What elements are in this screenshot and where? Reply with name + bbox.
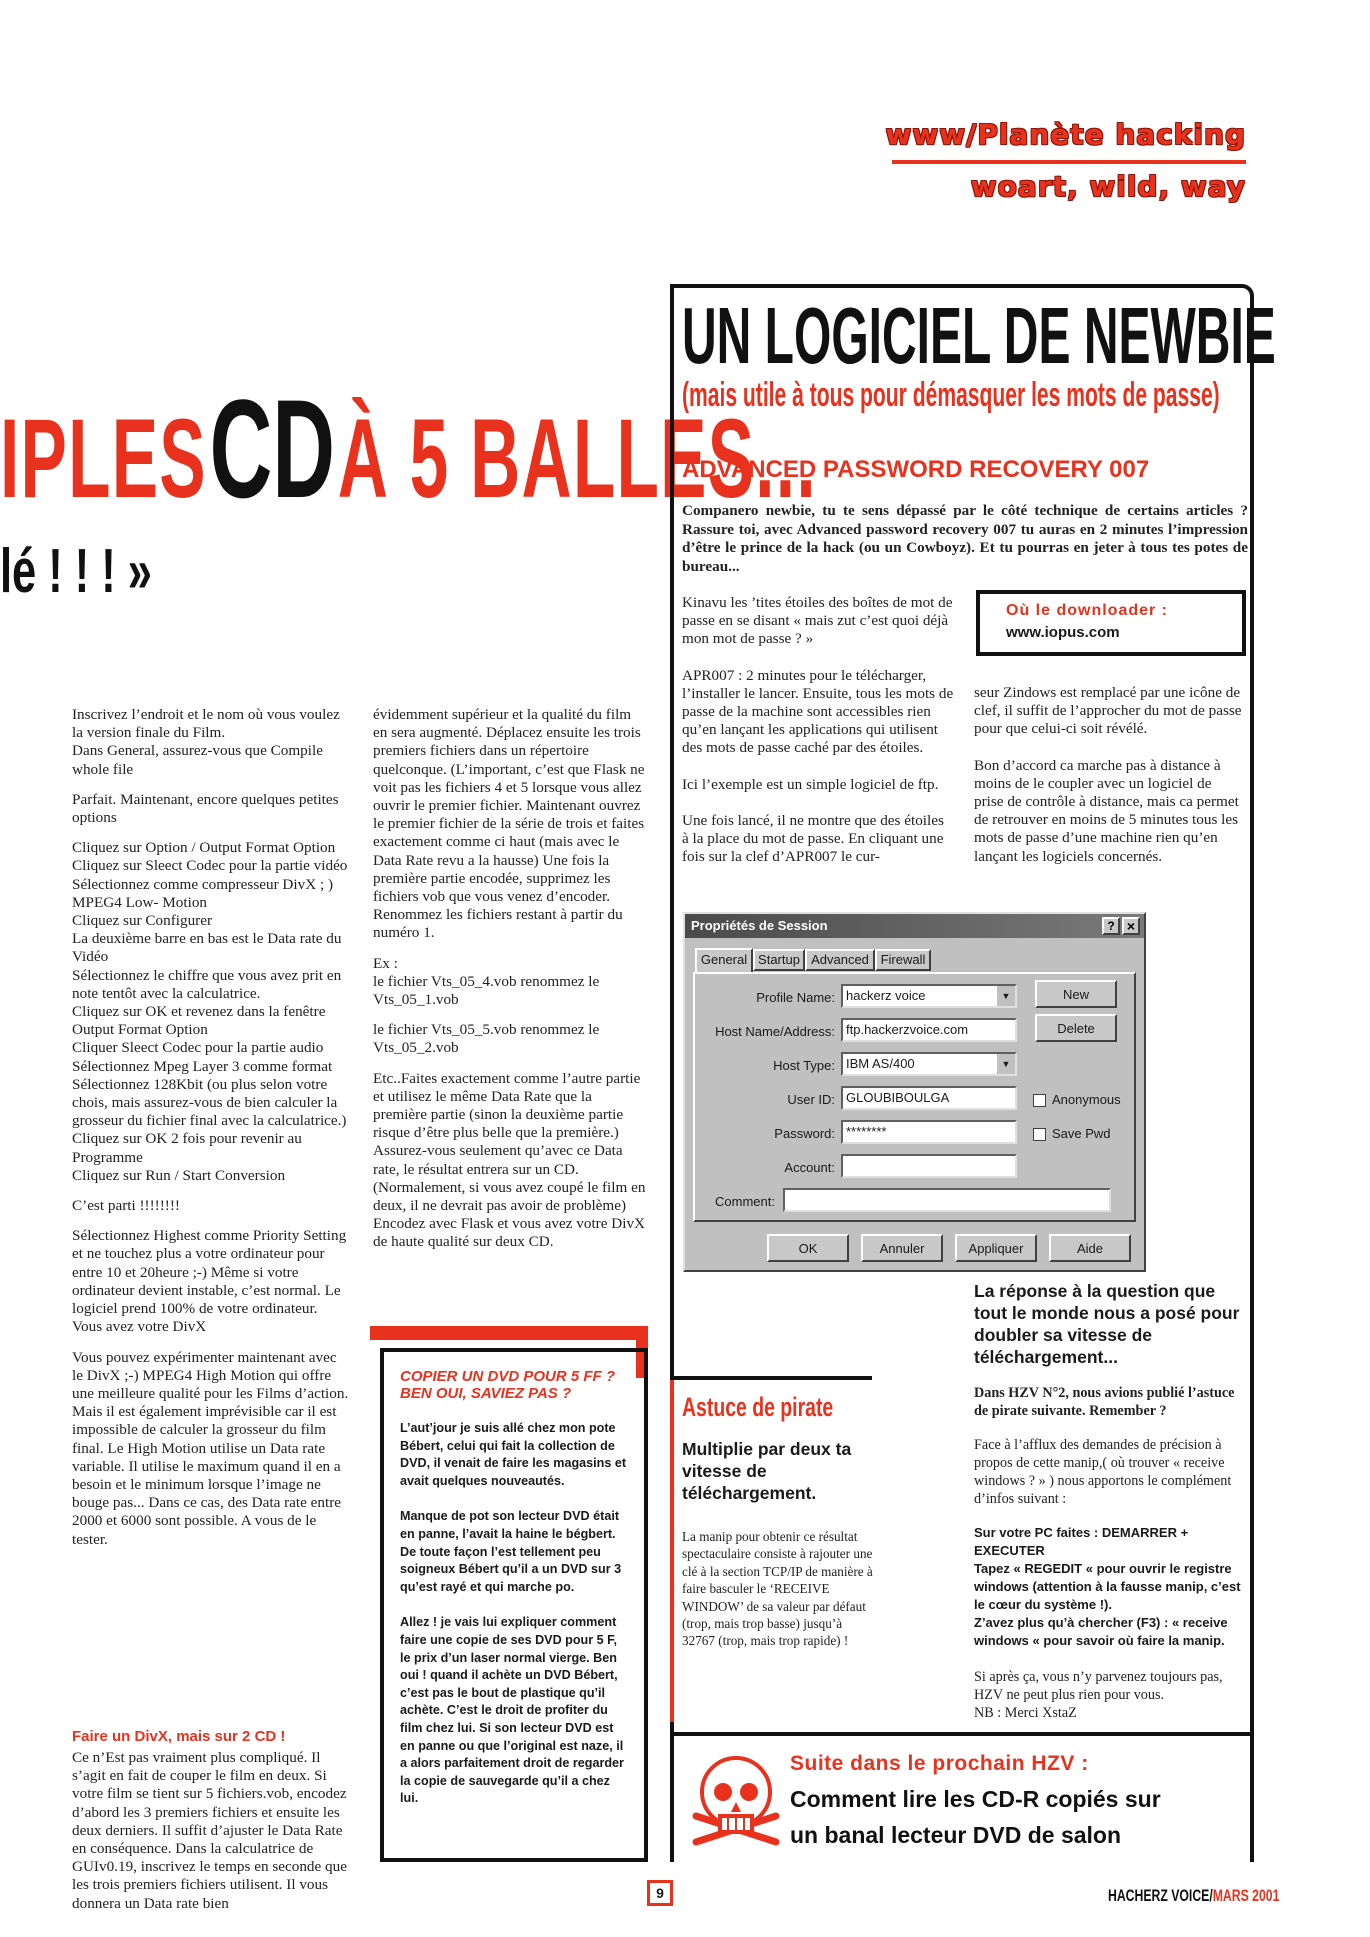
reponse-paragraph: Face à l’afflux des demandes de précision à propos de cette manip,( où trouver « receive windows ? » ) nous apportons le complément d’infos suivant :: [974, 1437, 1232, 1507]
tab-firewall[interactable]: Firewall: [875, 949, 931, 971]
download-url[interactable]: www.iopus.com: [1006, 624, 1120, 641]
newbie-paragraph: Kinavu les ’tites étoiles des boîtes de mot de passe en se disant « mais zut c’est quoi déjà mon mot de passe ? »: [682, 594, 953, 648]
astuce-subheading: Multiplie par deux ta vitesse de téléchargement.: [682, 1439, 852, 1503]
chevron-down-icon[interactable]: ▼: [997, 1054, 1015, 1074]
article-paragraph: Cliquer Sleect Codec pour la partie audio: [72, 1039, 324, 1057]
reponse-note: NB : Merci XstaZ: [974, 1705, 1077, 1721]
help-button[interactable]: ?: [1102, 917, 1120, 935]
newbie-heading: ADVANCED PASSWORD RECOVERY 007: [682, 456, 1150, 483]
article-paragraph: Etc..Faites exactement comme l’autre partie et utilisez le même Data Rate que la première partie (sinon la deuxième partie risque d’être plus belle que la première.) Assurez-vous seulement qu’avec ce Data rate, le résultat entrera sur un CD. (Normalement, si vous avez coupé le film en deux, il ne devrait pas avoir de problème) Encodez avec Flask et vous avez votre DivX de haute qualité sur deux CD.: [373, 1069, 646, 1251]
delete-button[interactable]: Delete: [1035, 1014, 1117, 1042]
article-paragraph: [72, 779, 350, 791]
cancel-button[interactable]: Annuler: [861, 1234, 943, 1262]
title-part3: À 5 BALLES...: [337, 396, 817, 521]
password-label: Password:: [774, 1126, 835, 1141]
download-box: [976, 590, 1246, 656]
article-paragraph: Sélectionnez comme compresseur DivX ; ) MPEG4 Low- Motion: [72, 875, 334, 911]
dvd-box-heading: COPIER UN DVD POUR 5 FF ? BEN OUI, SAVIEZ PAS ?: [400, 1368, 616, 1402]
article-column-1: [72, 706, 350, 1549]
article-paragraph: Cliquez sur OK 2 fois pour revenir au Programme: [72, 1130, 302, 1166]
article-subtitle: lé ! ! ! »: [0, 537, 152, 606]
page-number: 9: [647, 1880, 673, 1906]
help-text-button[interactable]: Aide: [1049, 1234, 1131, 1262]
tab-general[interactable]: General: [695, 948, 753, 972]
article-paragraph: [72, 827, 350, 839]
article-paragraph: Parfait. Maintenant, encore quelques petites options: [72, 790, 339, 827]
dvd-box-paragraph: L’aut’jour je suis allé chez mon pote Bébert, celui qui fait la collection de DVD, il venait de faire les magasins et avait quelques nouveautés.: [400, 1421, 627, 1488]
profile-name-label: Profile Name:: [756, 990, 835, 1005]
newbie-paragraph: seur Zindows est remplacé par une icône de clef, il suffit de l’approcher du mot de passe pour que celui-ci soit révélé.: [974, 684, 1242, 738]
astuce-side-bar: [670, 1380, 674, 1722]
title-part1: IPLES: [0, 396, 207, 521]
divx-2cd-heading: Faire un DivX, mais sur 2 CD !: [72, 1728, 286, 1745]
article-paragraph: le fichier Vts_05_4.vob renommez le Vts_05_1.vob: [373, 972, 600, 1009]
host-type-label: Host Type:: [773, 1058, 835, 1073]
host-name-label: Host Name/Address:: [715, 1024, 835, 1039]
dialog-title: Propriétés de Session: [691, 918, 828, 933]
article-paragraph: Vous avez votre DivX: [72, 1318, 207, 1336]
divx-2cd-section: [72, 1728, 350, 1913]
newbie-column-b: [974, 684, 1242, 884]
save-password-checkbox[interactable]: Save Pwd: [1033, 1126, 1111, 1141]
user-id-label: User ID:: [787, 1092, 835, 1107]
session-properties-dialog: [683, 912, 1146, 1272]
article-paragraph: Inscrivez l’endroit et le nom où vous voulez la version finale du Film.: [72, 706, 340, 742]
dialog-tabs: [695, 948, 931, 972]
article-paragraph: Cliquez sur OK et revenez dans la fenêtre Output Format Option: [72, 1003, 326, 1039]
newbie-intro: Companero newbie, tu te sens dépassé par le côté technique de certains articles ? Rassure toi, avec Advanced password recovery 007 tu auras en 2 minutes l’impression d’être le prince de la hack (ou un Cowboyz). Et tu pourras en jeter à tous tes potes de bureau...: [682, 502, 1248, 575]
article-paragraph: C’est parti !!!!!!!!: [72, 1197, 180, 1215]
article-paragraph: [373, 1058, 649, 1070]
article-column-2: [373, 706, 649, 1252]
article-paragraph: Cliquez sur Sleect Codec pour la partie vidéo: [72, 857, 348, 875]
ok-button[interactable]: OK: [767, 1234, 849, 1262]
article-paragraph: Dans General, assurez-vous que Compile whole file: [72, 742, 323, 778]
dvd-box-paragraph: Manque de pot son lecteur DVD était en panne, l’avait la haine le bégbert. De toute façon l’est tellement peu soigneux Bébert qu’il a un DVD sur 3 qu’est rayé et qui marche po.: [400, 1509, 622, 1594]
tab-advanced[interactable]: Advanced: [805, 949, 875, 971]
dvd-copy-box: [380, 1348, 648, 1862]
user-id-input[interactable]: GLOUBIBOULGA: [841, 1086, 1017, 1110]
host-name-input[interactable]: ftp.hackerzvoice.com: [841, 1018, 1017, 1042]
article-paragraph: [72, 1215, 350, 1227]
download-label: Où le downloader :: [1006, 602, 1169, 619]
dialog-titlebar: [685, 914, 1144, 938]
article-paragraph: Ex :: [373, 954, 398, 972]
reponse-instruction: Sur votre PC faites : DEMARRER + EXECUTER: [974, 1525, 1189, 1558]
header-rule: [892, 160, 1246, 164]
reponse-intro: Dans HZV N°2, nous avions publié l’astuce de pirate suivante. Remember ?: [974, 1385, 1235, 1419]
article-paragraph: [373, 1009, 649, 1021]
profile-name-input[interactable]: hackerz voice ▼: [841, 984, 1017, 1008]
dvd-box-paragraph: Allez ! je vais lui expliquer comment faire une copie de ses DVD pour 5 F, le prix d’un laser normal vierge. Ben oui ! quand il achète un DVD Bébert, c’est pas le bout de plastique qu’il achète. C’est le droit de profiter du film chez lui. Si son lecteur DVD est en panne ou que l’original est naze, il a alors parfaitement droit de regarder la copie de sauvegarde qu’il a chez lui.: [400, 1615, 624, 1806]
suite-heading: Suite dans le prochain HZV :: [790, 1752, 1089, 1775]
comment-label: Comment:: [715, 1194, 775, 1209]
article-paragraph: Vous pouvez expérimenter maintenant avec le DivX ;-) MPEG4 High Motion qui offre une meilleure qualité pour les Films d’action. Mais il est également imprévisible car il est impossible de calculer la grosseur du film final. Le High Motion utilise un Data rate variable. Il utilise le maximum quand il en a besoin et le minimum lorsque l’image ne bouge pas... Dans ce cas, des Data rate entre 2000 et 6000 sont possible. A vous de le tester.: [72, 1348, 349, 1548]
dvd-box-top-bar: [370, 1326, 648, 1340]
article-paragraph: Sélectionnez le chiffre que vous avez prit en note tentôt avec la calculatrice.: [72, 966, 342, 1002]
article-paragraph: le fichier Vts_05_5.vob renommez le Vts_05_2.vob: [373, 1021, 600, 1057]
newbie-paragraph: Une fois lancé, il ne montre que des étoiles à la place du mot de passe. En cliquant une fois sur la clef d’APR007 le cur-: [682, 811, 944, 866]
footer-magazine: HACHERZ VOICE/MARS 2001: [1108, 1886, 1280, 1905]
suite-line: un banal lecteur DVD de salon: [790, 1822, 1122, 1848]
article-paragraph: La deuxième barre en bas est le Data rate du Vidéo: [72, 930, 342, 966]
newbie-title: UN LOGICIEL DE NEWBIE: [682, 291, 1276, 380]
chevron-down-icon[interactable]: ▼: [997, 986, 1015, 1006]
article-paragraph: [373, 943, 649, 955]
title-part2: CD: [209, 370, 335, 527]
article-paragraph: Cliquez sur Run / Start Conversion: [72, 1166, 286, 1184]
comment-input[interactable]: [783, 1188, 1111, 1212]
newbie-paragraph: APR007 : 2 minutes pour le télécharger, l’installer le lancer. Ensuite, tous les mots de passe de la machine sont accessibles rien qu’en lançant les applications qui utilisent des mots de passe caché par des étoiles.: [682, 666, 954, 757]
tab-startup[interactable]: Startup: [753, 949, 805, 971]
article-paragraph: [72, 1185, 350, 1197]
article-paragraph: Sélectionnez 128Kbit (ou plus selon votre chois, mais assurez-vous de bien calculer la grosseur du fichier final avec la calculatrice.): [72, 1075, 347, 1130]
account-input[interactable]: [841, 1154, 1017, 1178]
astuce-heading: Astuce de pirate: [682, 1392, 834, 1422]
suite-line: Comment lire les CD-R copiés sur: [790, 1786, 1161, 1812]
article-paragraph: Sélectionnez Highest comme Priority Setting et ne touchez plus a votre ordinateur pour entre 10 et 20heure ;-) Même si votre ordinateur devient instable, c’est normal. Le logiciel prend 100% de votre ordinateur.: [72, 1227, 347, 1318]
close-button[interactable]: ×: [1122, 917, 1140, 935]
new-button[interactable]: New: [1035, 980, 1117, 1008]
newbie-column-a: [682, 594, 954, 884]
reponse-paragraph: Si après ça, vous n’y parvenez toujours pas, HZV ne peut plus rien pour vous.: [974, 1669, 1223, 1703]
password-input[interactable]: ********: [841, 1120, 1017, 1144]
article-paragraph: [72, 1337, 350, 1349]
article-title: [0, 368, 817, 527]
article-paragraph: Sélectionnez Mpeg Layer 3 comme format: [72, 1057, 333, 1075]
article-paragraph: Cliquez sur Option / Output Format Option: [72, 839, 336, 857]
newbie-paragraph: Ici l’exemple est un simple logiciel de ftp.: [682, 775, 939, 793]
astuce-top-rule: [674, 1376, 872, 1380]
article-paragraph: Cliquez sur Configurer: [72, 912, 213, 930]
section-subheader: woart, wild, way: [970, 170, 1246, 203]
anonymous-checkbox[interactable]: Anonymous: [1033, 1092, 1121, 1107]
section-header: www/Planète hacking: [885, 118, 1246, 151]
newbie-paragraph: Bon d’accord ca marche pas à distance à moins de le coupler avec un logiciel de prise de contrôle à distance, mais ca permet de retrouver en moins de 5 minutes tous les mots de passe d’une machine rien qu’en lançant les logiciels concernés.: [974, 756, 1239, 865]
apply-button[interactable]: Appliquer: [955, 1234, 1037, 1262]
account-label: Account:: [784, 1160, 835, 1175]
reponse-instruction: Tapez « REGEDIT « pour ouvrir le registre windows (attention à la fausse manip, c’est le cœur du système !).: [974, 1561, 1241, 1612]
reponse-instruction: Z’avez plus qu’à chercher (F3) : « receive windows « pour savoir où faire la manip.: [974, 1615, 1228, 1648]
newbie-subtitle: (mais utile à tous pour démasquer les mots de passe): [682, 376, 1220, 414]
host-type-select[interactable]: IBM AS/400 ▼: [841, 1052, 1017, 1076]
article-paragraph: évidemment supérieur et la qualité du film en sera augmenté. Déplacez ensuite les trois premiers fichiers dans un répertoire quelconque. (L’important, c’est que Flask ne voit pas les fichiers 4 et 5 lorsque vous allez ouvrir le premier fichier. Maintenant ouvrez le premier fichier de la série de trois et faites exactement comme ci haut (mais avec le Data Rate revu a la hausse) Une fois la première partie encodée, supprimez les fichiers vob que vous venez d’encoder. Renommez les fichiers restant à partir du numéro 1.: [373, 706, 645, 942]
divx-2cd-body: Ce n’Est pas vraiment plus compliqué. Il s’agit en fait de couper le film en deux. Si votre film se tient sur 5 fichiers.vob, encodez d’abord les 3 premiers fichiers et ensuite les deux derniers. Il suffit d’ajuster le Data Rate en conséquence. Dans la calculatrice de GUIv0.19, inscrivez le temps en seconde que les trois premiers fichiers utilisent. Il vous donnera un Data rate bien: [72, 1749, 347, 1912]
skull-icon: [686, 1746, 786, 1846]
astuce-body: La manip pour obtenir ce résultat spectaculaire consiste à rajouter une clé à la section TCP/IP de manière à faire basculer le ‘RECEIVE WINDOW’ de sa valeur par défaut (trop, mais trop basse) jusqu’à 32767 (trop, mais trop rapide) !: [682, 1529, 873, 1649]
reponse-heading: La réponse à la question que tout le monde nous a posé pour doubler sa vitesse de téléchargement...: [974, 1281, 1240, 1367]
